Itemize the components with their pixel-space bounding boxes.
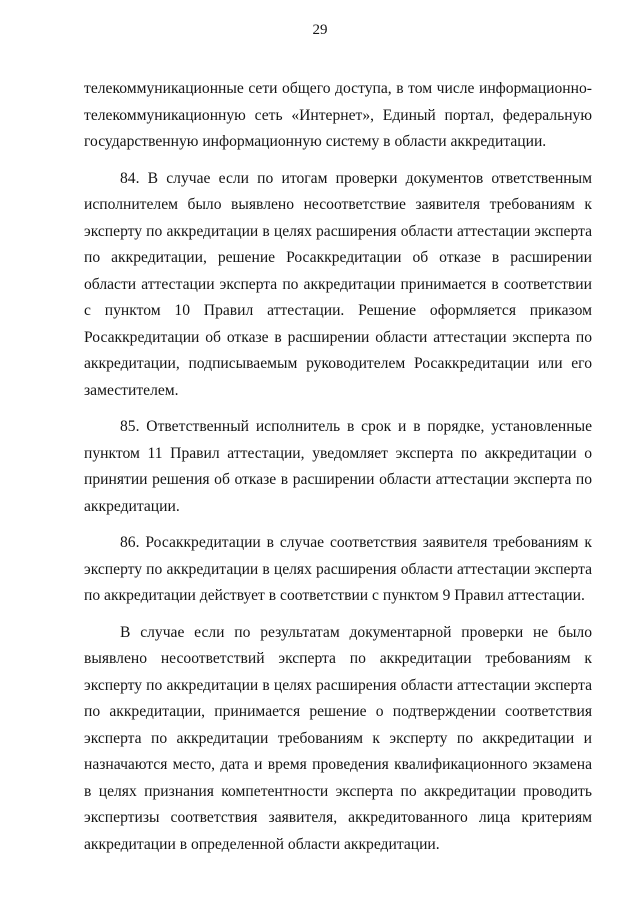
paragraph-gap xyxy=(84,404,592,414)
document-body xyxy=(84,76,592,858)
paragraph-continuation: телекоммуникационные сети общего доступа, в том числе информационно-телекоммуникационную сеть «Интернет», Единый портал, федеральную государственную информационную систему в области аккредитации. xyxy=(84,80,592,150)
page-number: 29 xyxy=(312,22,328,38)
paragraph-gap xyxy=(84,156,592,166)
paragraph-gap xyxy=(84,520,592,530)
paragraph-86-continued: В случае если по результатам документарной проверки не было выявлено несоответствий эксперта по аккредитации требованиям к эксперту по аккредитации в целях расширения области аттестации эксперта по аккредитации, принимается решение о подтверждении соответствия эксперта по аккредитации требованиям к эксперту по аккредитации и назначаются место, дата и время проведения квалификационного экзамена в целях признания компетентности эксперта по аккредитации проводить экспертизы соответствия заявителя, аккредитованного лица критериям аккредитации в определенной области аккредитации. xyxy=(84,623,592,853)
paragraph-gap xyxy=(84,610,592,620)
paragraph-86: 86. Росаккредитации в случае соответствия заявителя требованиям к эксперту по аккредитации в целях расширения области аттестации эксперта по аккредитации действует в соответствии с пунктом 9 Правил аттестации. xyxy=(84,534,592,604)
paragraph-84: 84. В случае если по итогам проверки документов ответственным исполнителем было выявлено несоответствие заявителя требованиям к эксперту по аккредитации в целях расширения области аттестации эксперта по аккредитации, решение Росаккредитации об отказе в расширении области аттестации эксперта по аккредитации принимается в соответствии с пунктом 10 Правил аттестации. Решение оформляется приказом Росаккредитации об отказе в расширении области аттестации эксперта по аккредитации, подписываемым руководителем Росаккредитации или его заместителем. xyxy=(84,169,592,399)
paragraph-85: 85. Ответственный исполнитель в срок и в порядке, установленные пунктом 11 Правил аттестации, уведомляет эксперта по аккредитации о принятии решения об отказе в расширении области аттестации эксперта по аккредитации. xyxy=(84,418,592,515)
